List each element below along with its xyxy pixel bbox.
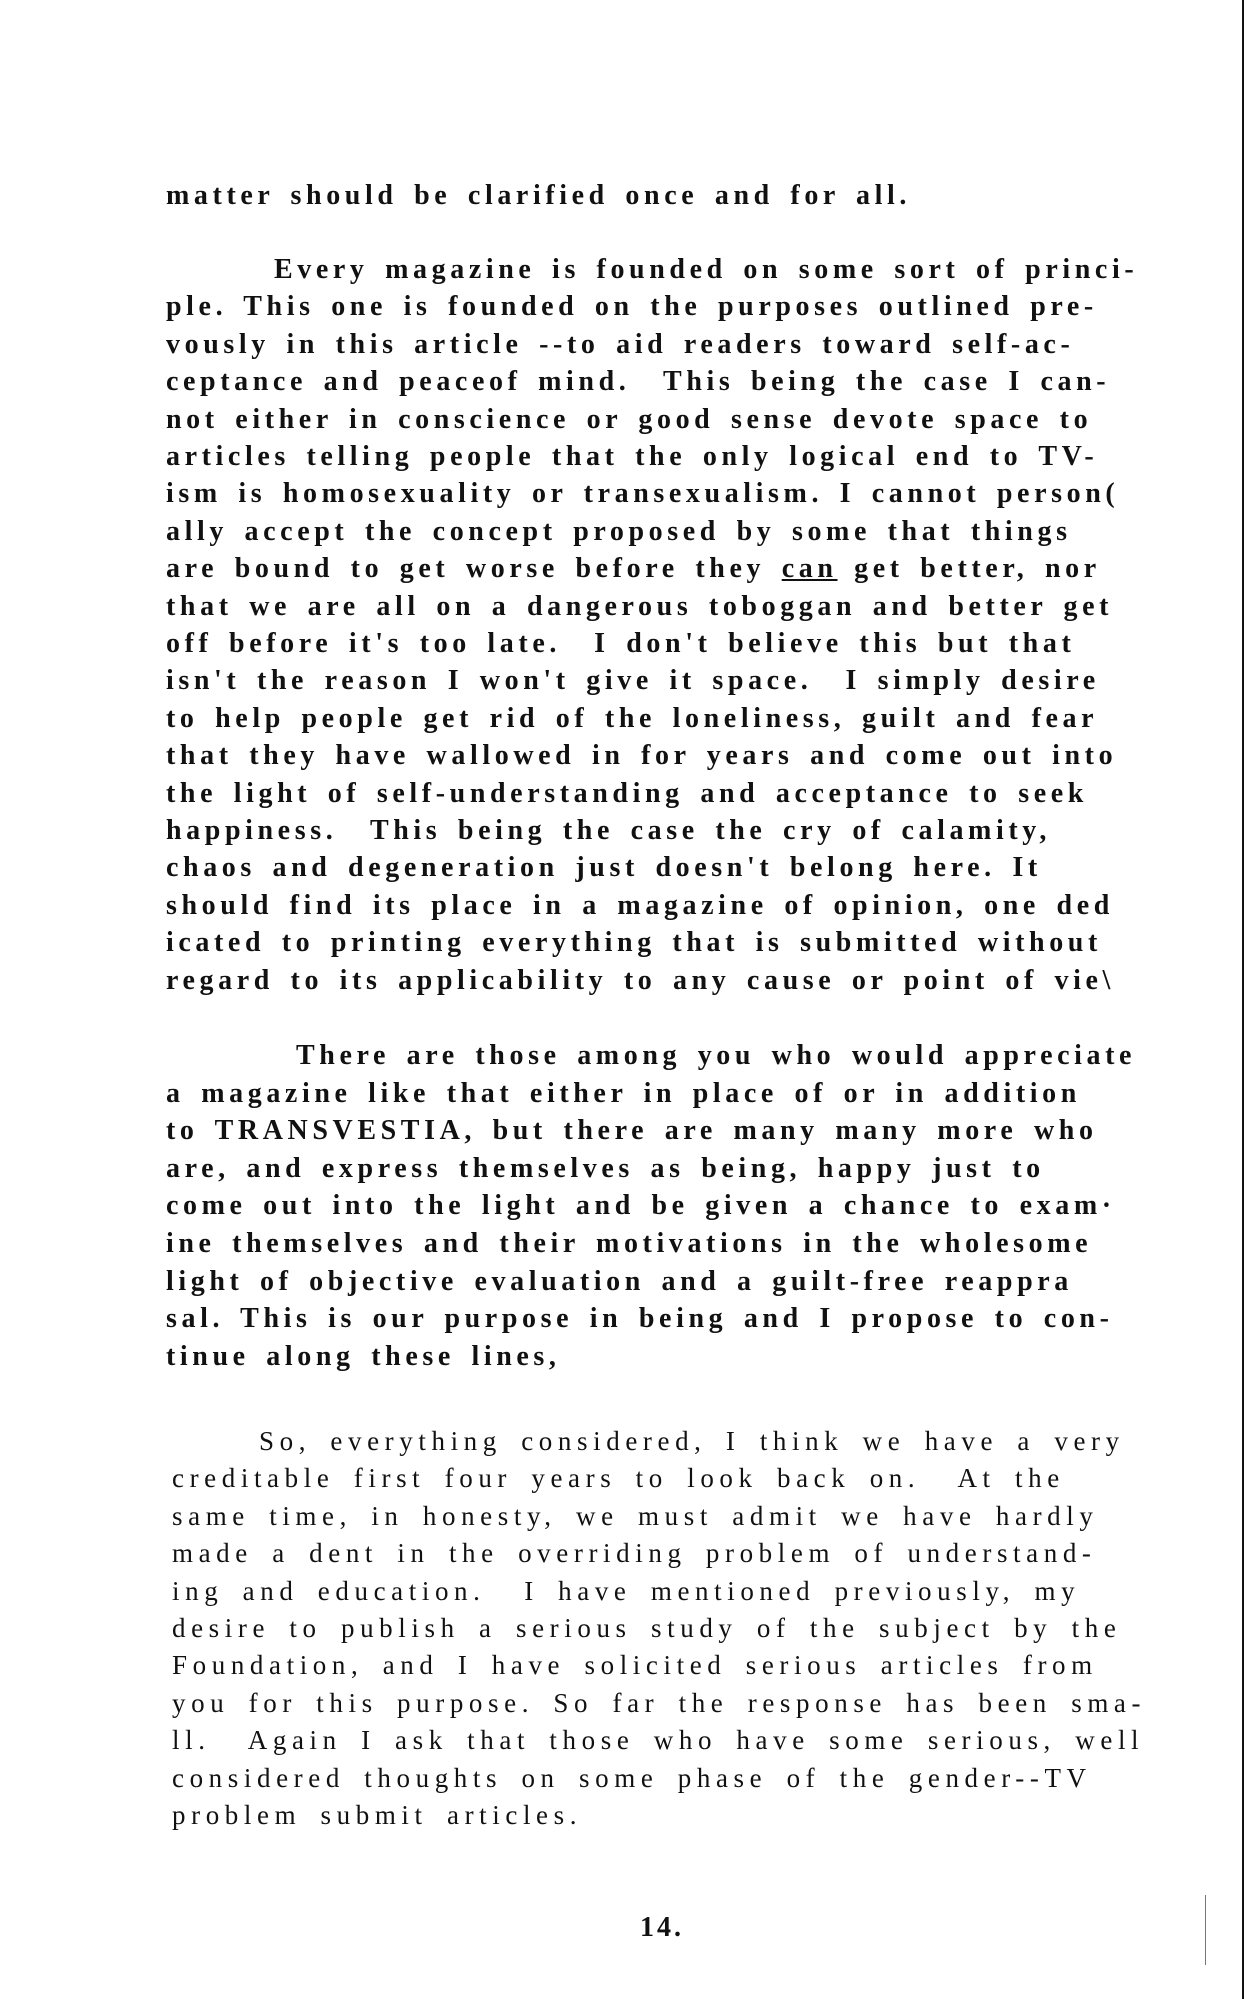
text-line: sal. This is our purpose in being and I propose to con- xyxy=(166,1303,1114,1335)
text-line: light of objective evaluation and a guilt-free reappra xyxy=(166,1265,1073,1297)
text-line: vously in this article --to aid readers toward self-ac- xyxy=(166,328,1075,360)
page-edge-line xyxy=(1242,0,1244,1999)
text-line: desire to publish a serious study of the subject by the xyxy=(172,1613,1122,1643)
text-line: the light of self-understanding and acceptance to seek xyxy=(166,777,1088,809)
text-line: chaos and degeneration just doesn't belong here. It xyxy=(166,852,1042,884)
text-line: So, everything considered, I think we have a very xyxy=(259,1426,1125,1456)
text-line: come out into the light and be given a chance to exam· xyxy=(166,1190,1116,1222)
text-line: considered thoughts on some phase of the gender--TV xyxy=(172,1762,1092,1793)
text-line: to TRANSVESTIA, but there are many many more who xyxy=(166,1115,1098,1147)
text-line: ing and education. I have mentioned previously, my xyxy=(172,1575,1081,1606)
text-line: tinue along these lines, xyxy=(166,1340,561,1372)
text-line: articles telling people that the only logical end to TV- xyxy=(166,441,1099,472)
text-line: happiness. This being the case the cry of calamity, xyxy=(166,815,1051,846)
text-line: a magazine like that either in place of or in addition xyxy=(166,1077,1081,1109)
text-line: Foundation, and I have solicited serious articles from xyxy=(172,1650,1098,1681)
text-line: made a dent in the overriding problem of understand- xyxy=(172,1538,1097,1569)
text-line: ine themselves and their motivations in the wholesome xyxy=(166,1228,1093,1259)
text-line: that they have wallowed in for years and come out into xyxy=(166,740,1118,772)
text-line: ll. Again I ask that those who have some serious, well xyxy=(172,1725,1145,1756)
text-line: ple. This one is founded on the purposes outlined pre- xyxy=(166,291,1098,323)
text-line: matter should be clarified once and for all. xyxy=(166,180,912,211)
text-line: regard to its applicability to any cause or point of vie\ xyxy=(166,964,1115,996)
text-line: to help people get rid of the loneliness, guilt and fear xyxy=(166,702,1099,734)
text-line: ism is homosexuality or transexualism. I cannot person( xyxy=(166,478,1120,510)
margin-mark xyxy=(1205,1895,1206,1965)
text-line: ally accept the concept proposed by some that things xyxy=(166,515,1072,547)
text-line: ceptance and peaceof mind. This being the case I can- xyxy=(166,366,1111,398)
text-line: creditable first four years to look back on. At the xyxy=(172,1463,1065,1494)
text-line: off before it's too late. I don't believe this but that xyxy=(166,628,1076,659)
text-line: should find its place in a magazine of opinion, one ded xyxy=(166,889,1114,921)
text-line: same time, in honesty, we must admit we have hardly xyxy=(172,1500,1099,1531)
text-line: icated to printing everything that is submitted without xyxy=(166,927,1102,959)
text-line: not either in conscience or good sense devote space to xyxy=(166,403,1093,435)
text-line: Every magazine is founded on some sort of princi- xyxy=(274,254,1139,285)
text-line: problem submit articles. xyxy=(172,1800,583,1830)
text-line: that we are all on a dangerous toboggan and better get xyxy=(166,590,1114,622)
text-line: are, and express themselves as being, happy just to xyxy=(166,1152,1045,1184)
text-line: There are those among you who would appreciate xyxy=(296,1040,1137,1071)
page-number: 14. xyxy=(640,1912,684,1943)
text-line: are bound to get worse before they can get better, nor xyxy=(166,553,1101,585)
text-line: you for this purpose. So far the response has been sma- xyxy=(172,1687,1147,1718)
text-line: isn't the reason I won't give it space. I simply desire xyxy=(166,665,1100,697)
